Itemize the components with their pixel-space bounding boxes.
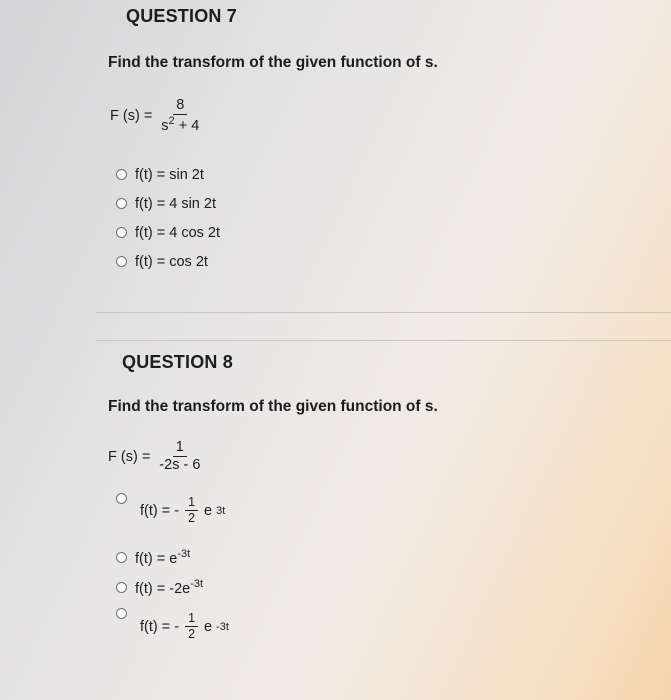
radio-button[interactable] <box>116 608 127 619</box>
option-exponent: -3t <box>177 547 191 560</box>
option-lhs: f(t) = -2e <box>135 580 191 597</box>
radio-button[interactable] <box>116 169 127 180</box>
question-8-function <box>108 440 205 473</box>
option-lhs: f(t) = e <box>135 550 178 567</box>
option-label: f(t) = 4 sin 2t <box>135 195 216 212</box>
radio-button[interactable] <box>116 227 127 238</box>
divider-line <box>96 312 671 313</box>
fraction-numerator: 1 <box>173 440 187 457</box>
option-row[interactable] <box>116 247 220 276</box>
question-8-prompt: Find the transform of the given function of s. <box>108 398 438 415</box>
question-7-options <box>116 160 220 276</box>
function-lhs: F (s) = <box>110 108 153 125</box>
option-exponent: -3t <box>216 620 229 633</box>
option-exp-base: e <box>204 618 213 635</box>
radio-button[interactable] <box>116 552 127 563</box>
question-7-function <box>110 98 204 134</box>
radio-button[interactable] <box>116 198 127 209</box>
radio-button[interactable] <box>116 256 127 267</box>
question-8-title: QUESTION 8 <box>122 352 234 372</box>
option-row[interactable] <box>116 218 220 247</box>
fraction-denominator: -2s - 6 <box>159 457 201 474</box>
option-row[interactable] <box>116 160 220 189</box>
option-label: f(t) = sin 2t <box>135 166 204 183</box>
divider-line <box>96 340 671 341</box>
radio-button[interactable] <box>116 582 127 593</box>
option-exponent: -3t <box>190 577 204 590</box>
option-row[interactable] <box>140 496 225 525</box>
fraction-numerator: 8 <box>173 98 187 115</box>
fraction-denominator: $s^2 + 4$ <box>161 115 200 135</box>
option-lhs: f(t) = - <box>140 618 180 635</box>
radio-button[interactable] <box>116 493 127 504</box>
option-fraction: $\frac{1}{2}$ <box>185 496 198 525</box>
function-lhs: F (s) = <box>108 448 151 465</box>
function-fraction <box>156 440 203 473</box>
option-row[interactable] <box>116 576 203 598</box>
option-lhs: f(t) = - <box>140 502 180 519</box>
question-7-prompt: Find the transform of the given function of s. <box>108 54 438 71</box>
function-fraction <box>158 98 202 134</box>
option-label: f(t) = cos 2t <box>135 253 208 270</box>
option-row[interactable] <box>116 546 190 568</box>
option-row[interactable] <box>140 612 229 641</box>
option-row[interactable] <box>116 189 220 218</box>
option-exponent: 3t <box>216 504 226 517</box>
option-fraction: $\frac{1}{2}$ <box>185 612 198 641</box>
option-label: f(t) = 4 cos 2t <box>135 224 221 241</box>
question-7-title: QUESTION 7 <box>126 6 238 26</box>
option-exp-base: e <box>204 502 213 519</box>
